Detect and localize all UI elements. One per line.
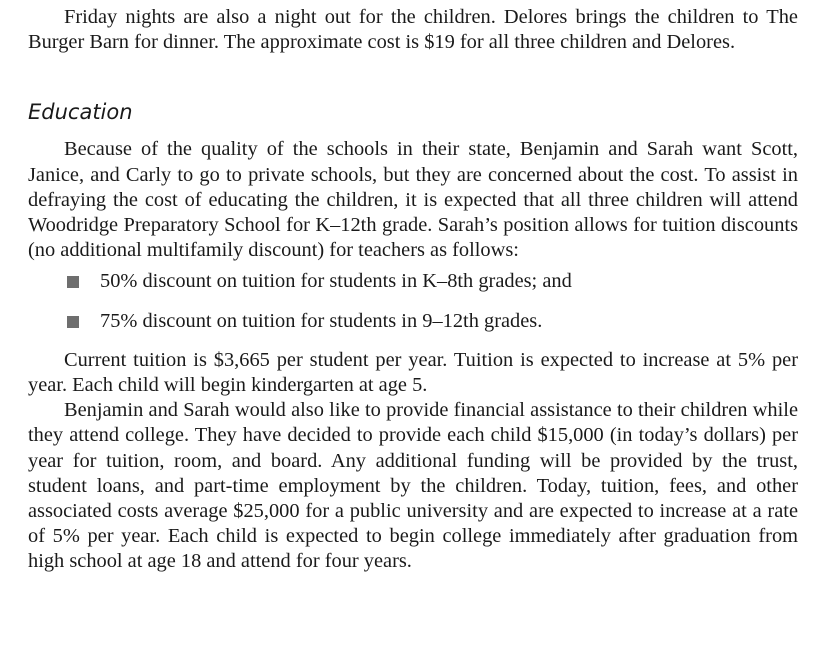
list-item-text: 50% discount on tuition for students in K–8th grades; and — [100, 270, 572, 293]
current-tuition-paragraph: Current tuition is $3,665 per student per year. Tuition is expected to increase at 5% per year. Each child will begin kindergarten at age 5. — [28, 348, 798, 397]
square-bullet-icon — [67, 316, 79, 328]
list-item-text: 75% discount on tuition for students in 9–12th grades. — [100, 309, 543, 332]
private-schools-paragraph: Because of the quality of the schools in their state, Benjamin and Sarah want Scott, Janice, and Carly to go to private schools, but they are concerned about the cost. To assist in defraying the cost of educating the children, it is expected that all three children will attend Woodridge Preparatory School for K–12th grade. Sarah’s position allows for tuition discounts (no additional multifamily discount) for teachers as follows: — [28, 138, 798, 262]
square-bullet-icon — [67, 276, 79, 288]
friday-night-paragraph: Friday nights are also a night out for the children. Delores brings the children to The Burger Barn for dinner. The approximate cost is $19 for all three children and Delores. — [28, 6, 798, 54]
list-item — [28, 309, 798, 334]
document-page — [28, 5, 798, 575]
tuition-discount-list — [28, 269, 798, 333]
section-heading-education: Education — [28, 100, 133, 125]
list-item — [28, 269, 798, 294]
college-assistance-paragraph: Benjamin and Sarah would also like to provide financial assistance to their children while they attend college. They have decided to provide each child $15,000 (in today’s dollars) per year for tuition, room, and board. Any additional funding will be provided by the trust, student loans, and part-time employment by the children. Today, tuition, fees, and other associated costs average $25,000 for a public university and are expected to increase at a rate of 5% per year. Each child is expected to begin college immediately after graduation from high school at age 18 and attend for four years. — [28, 399, 798, 573]
